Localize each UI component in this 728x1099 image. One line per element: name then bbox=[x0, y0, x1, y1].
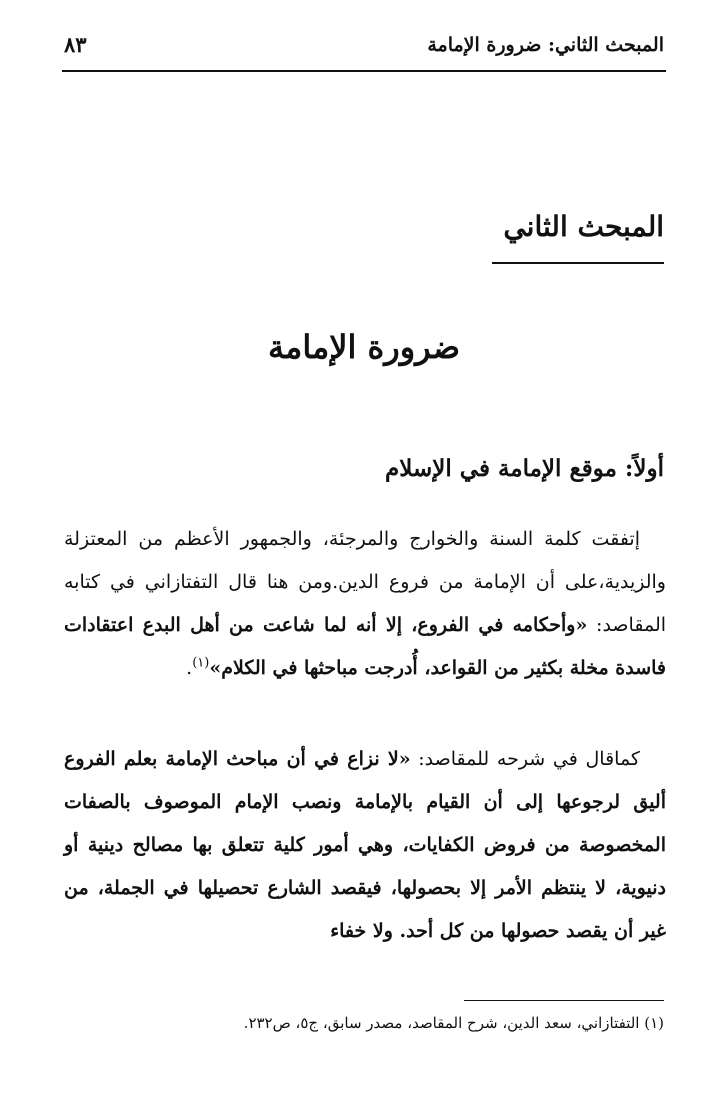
paragraph-2-intro: كماقال في شرحه للمقاصد: bbox=[410, 748, 640, 770]
paragraph-1-intro: إتفقت كلمة السنة والخوارج والمرجئة، والجمهور الأعظم من المعتزلة والزيدية،على أن الإمامة من فروع الدين.ومن هنا قال التفتازاني في كتابه المقاصد: bbox=[64, 528, 667, 636]
footnote-reference: (١) bbox=[192, 655, 210, 671]
paragraph-2 bbox=[64, 738, 666, 953]
paragraph-1-end: . bbox=[186, 657, 193, 679]
footnote-divider bbox=[464, 1000, 664, 1001]
section-underline bbox=[492, 262, 664, 264]
chapter-title: ضرورة الإمامة bbox=[268, 328, 460, 366]
paragraph-2-quote: «لا نزاع في أن مباحث الإمامة بعلم الفروع أليق لرجوعها إلى أن القيام بالإمامة ونصب الإمام الموصوف بالصفات المخصوصة من فروض الكفايات، وهي أمور كلية تتعلق بها مصالح دينية أو دنيوية، لا ينتظم الأمر إلا بحصولها، فيقصد الشارع تحصيلها في الجملة، من غير أن يقصد حصولها من كل أحد. ولا خفاء bbox=[64, 748, 666, 942]
subheading: أولاً: موقع الإمامة في الإسلام bbox=[385, 455, 664, 482]
paragraph-1-quote: «وأحكامه في الفروع، إلا أنه لما شاعت من أهل البدع اعتقادات فاسدة مخلة بكثير من القواعد، أُدرجت مباحثها في الكلام» bbox=[64, 614, 666, 679]
section-title: المبحث الثاني bbox=[503, 210, 664, 243]
page-number: ٨٣ bbox=[64, 32, 87, 57]
running-header-title: المبحث الثاني: ضرورة الإمامة bbox=[427, 34, 664, 56]
header-divider bbox=[62, 70, 666, 72]
paragraph-1 bbox=[64, 518, 666, 690]
footnote-1: (١) التفتازاني، سعد الدين، شرح المقاصد، مصدر سابق، ج٥، ص٢٣٢. bbox=[243, 1014, 664, 1032]
